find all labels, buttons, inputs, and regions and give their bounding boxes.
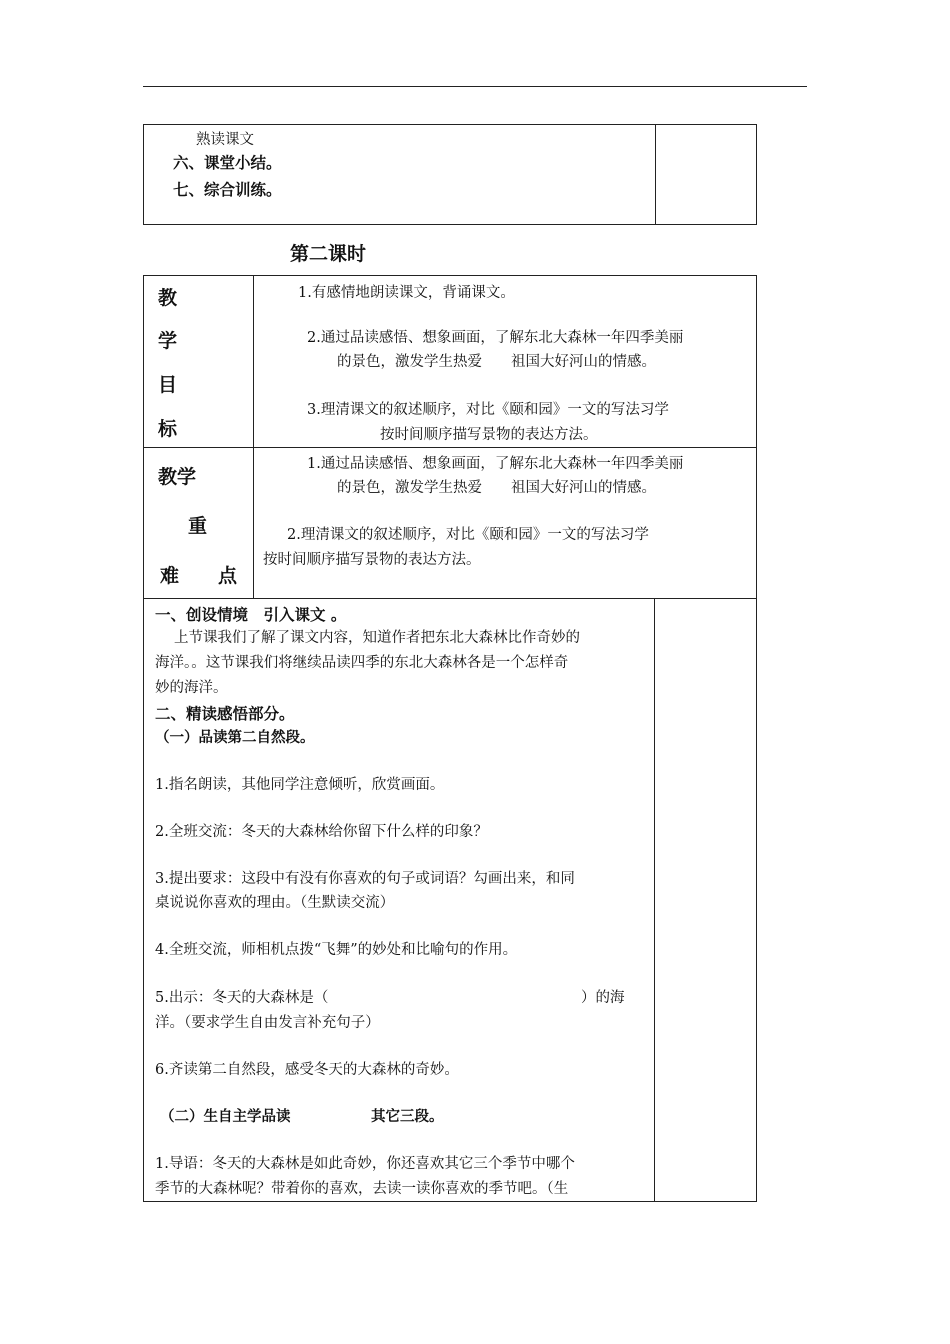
process-step-2: 2.全班交流：冬天的大森林给你留下什么样的印象？ xyxy=(155,824,488,840)
objectives-label-1: 教 xyxy=(158,287,178,309)
top-table-divider xyxy=(655,124,656,225)
keypoint-2-line-1: 2.理清课文的叙述顺序，对比《颐和园》一文的写法习学 xyxy=(287,527,649,543)
keypoints-label-3a: 难 xyxy=(160,565,180,587)
keypoints-label-1: 教学 xyxy=(158,466,197,488)
objectives-label-2: 学 xyxy=(158,330,178,352)
process-heading-4b: 其它三段。 xyxy=(371,1108,444,1125)
objective-3-line-2: 按时间顺序描写景物的表达方法。 xyxy=(380,427,598,443)
process-table-divider xyxy=(654,598,655,1202)
top-line-3: 七、综合训练。 xyxy=(173,180,282,199)
process-heading-1: 一、创设情境 引入课文 。 xyxy=(155,605,347,624)
keypoint-1-line-2: 的景色，激发学生热爱 祖国大好河山的情感。 xyxy=(337,480,656,496)
process-heading-3: （一）品读第二自然段。 xyxy=(155,729,315,746)
process-step-3-line-2: 桌说说你喜欢的理由。（生默读交流） xyxy=(155,895,395,911)
process-step-7-line-2: 季节的大森林呢？带着你的喜欢，去读一读你喜欢的季节吧。（生 xyxy=(155,1181,569,1197)
objectives-label-4: 标 xyxy=(158,418,178,440)
process-step-7-line-1: 1.导语：冬天的大森林是如此奇妙，你还喜欢其它三个季节中哪个 xyxy=(155,1156,575,1172)
process-step-6: 6.齐读第二自然段，感受冬天的大森林的奇妙。 xyxy=(155,1062,459,1078)
process-step-4: 4.全班交流，师相机点拨“飞舞”的妙处和比喻句的作用。 xyxy=(155,942,518,958)
keypoints-label-2: 重 xyxy=(188,515,208,537)
keypoints-label-divider xyxy=(253,447,254,599)
objective-1: 1.有感情地朗读课文，背诵课文。 xyxy=(298,285,515,301)
process-p1-line-2: 海洋。。这节课我们将继续品读四季的东北大森林各是一个怎样奇 xyxy=(155,655,569,671)
process-p1-line-3: 妙的海洋。 xyxy=(155,680,228,696)
section-title: 第二课时 xyxy=(290,243,367,265)
objectives-label-3: 目 xyxy=(158,374,178,396)
keypoints-label-3b: 点 xyxy=(218,565,238,587)
objective-2-line-2: 的景色，激发学生热爱 祖国大好河山的情感。 xyxy=(337,354,656,370)
objectives-row-divider xyxy=(143,447,757,448)
process-step-5-line-1a: 5.出示：冬天的大森林是（ xyxy=(155,990,329,1006)
objective-3-line-1: 3.理清课文的叙述顺序，对比《颐和园》一文的写法习学 xyxy=(307,402,669,418)
process-p1-line-1: 上节课我们了解了课文内容，知道作者把东北大森林比作奇妙的 xyxy=(174,630,580,646)
process-step-1: 1.指名朗读，其他同学注意倾听，欣赏画面。 xyxy=(155,777,445,793)
keypoint-2-line-2: 按时间顺序描写景物的表达方法。 xyxy=(263,552,481,568)
process-step-3-line-1: 3.提出要求：这段中有没有你喜欢的句子或词语？勾画出来，和同 xyxy=(155,871,575,887)
top-line-2: 六、课堂小结。 xyxy=(173,153,282,172)
objectives-label-divider xyxy=(253,275,254,447)
objective-2-line-1: 2.通过品读感悟、想象画面，了解东北大森林一年四季美丽 xyxy=(307,330,684,346)
process-step-5-line-2: 洋。（要求学生自由发言补充句子） xyxy=(155,1015,380,1031)
top-line-1: 熟读课文 xyxy=(196,132,254,148)
keypoint-1-line-1: 1.通过品读感悟、想象画面，了解东北大森林一年四季美丽 xyxy=(307,456,684,472)
process-heading-2: 二、精读感悟部分。 xyxy=(155,704,295,723)
header-rule xyxy=(143,86,807,87)
process-step-5-line-1b: ）的海 xyxy=(581,990,625,1006)
process-heading-4a: （二）生自主学品读 xyxy=(160,1108,291,1125)
